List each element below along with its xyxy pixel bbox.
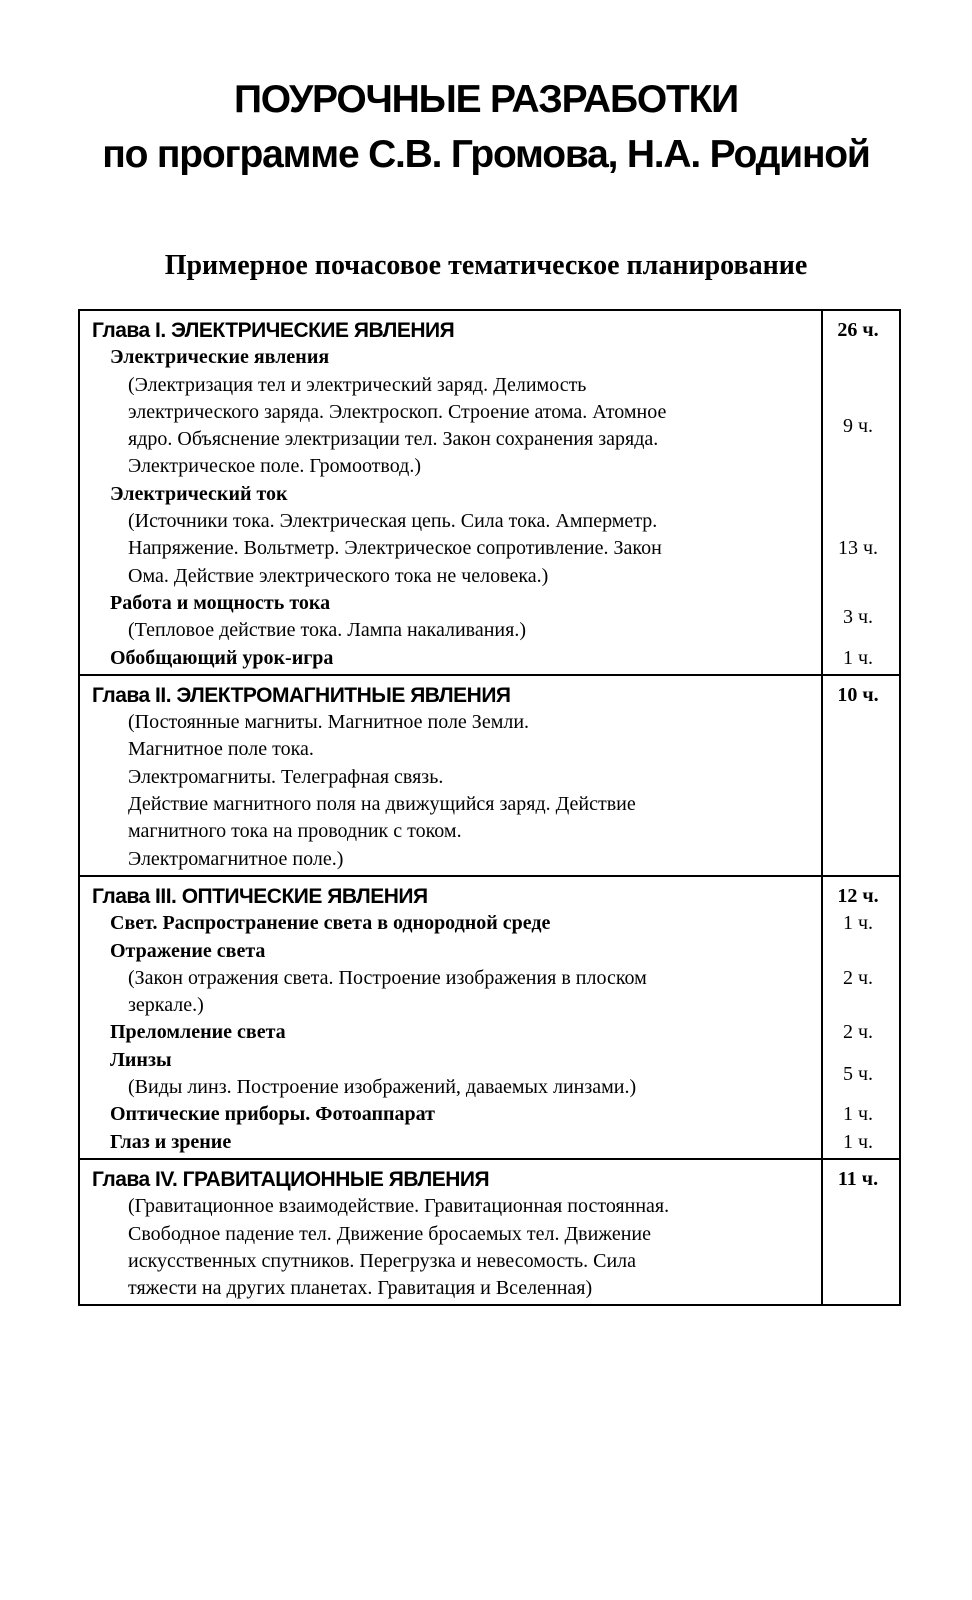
section-title: Линзы (110, 1048, 172, 1071)
section-detail: зеркале.) (128, 994, 204, 1017)
table-caption: Примерное почасовое тематическое планирование (164, 250, 808, 281)
section-detail: (Источники тока. Электрическая цепь. Сила тока. Амперметр. (128, 510, 658, 533)
section-title: Обобщающий урок-игра (110, 646, 334, 669)
section-detail: Электромагниты. Телеграфная связь. (128, 765, 444, 788)
page-title-program: по программе С.В. Громова, Н.А. Родиной (102, 133, 870, 176)
section-detail: Напряжение. Вольтметр. Электрическое сопротивление. Закон (128, 537, 662, 560)
table-row (79, 675, 900, 876)
hours-value: 11 ч. (837, 1167, 879, 1190)
hours-value: 1 ч. (842, 1103, 874, 1126)
hours-value: 1 ч. (842, 1130, 874, 1153)
chapter-title: Глава II. ЭЛЕКТРОМАГНИТНЫЕ ЯВЛЕНИЯ (92, 683, 511, 707)
chapter-title: Глава I. ЭЛЕКТРИЧЕСКИЕ ЯВЛЕНИЯ (92, 319, 455, 342)
section-title: Оптические приборы. Фотоаппарат (110, 1103, 435, 1126)
hours-value: 13 ч. (837, 537, 879, 560)
section-detail: тяжести на других планетах. Гравитация и Вселенная) (128, 1277, 593, 1300)
section-title: Преломление света (110, 1021, 286, 1044)
section-detail: магнитного тока на проводник с током. (128, 820, 462, 843)
chapter-title: Глава III. ОПТИЧЕСКИЕ ЯВЛЕНИЯ (92, 884, 428, 908)
section-title: Электрический ток (110, 482, 288, 505)
hours-value: 9 ч. (842, 414, 874, 437)
section-title: Отражение света (110, 939, 266, 962)
table-row (79, 310, 900, 675)
section-detail: Свободное падение тел. Движение бросаемых тел. Движение (128, 1222, 652, 1245)
table-row (79, 876, 900, 1159)
hours-value: 3 ч. (842, 605, 874, 628)
section-detail: (Гравитационное взаимодействие. Гравитационная постоянная. (128, 1195, 670, 1218)
section-detail: (Закон отражения света. Построение изображения в плоском (128, 966, 647, 989)
section-title: Электрические явления (110, 346, 330, 369)
section-detail: Электрическое поле. Громоотвод.) (128, 455, 421, 478)
chapter-hours (822, 1159, 900, 1305)
chapter-hours (822, 675, 900, 876)
hours-value: 10 ч. (837, 683, 879, 706)
chapter-hours (822, 310, 900, 675)
hours-value: 2 ч. (842, 966, 874, 989)
table-row (79, 1159, 900, 1305)
section-title: Глаз и зрение (110, 1130, 232, 1153)
section-detail: искусственных спутников. Перегрузка и невесомость. Сила (128, 1249, 637, 1272)
hours-value: 1 ч. (842, 646, 874, 669)
section-detail: электрического заряда. Электроскоп. Строение атома. Атомное (128, 400, 667, 423)
hours-value: 2 ч. (842, 1021, 874, 1044)
chapter-hours (822, 876, 900, 1159)
hours-value: 12 ч. (837, 884, 879, 907)
chapter-topics (79, 876, 822, 1159)
section-detail: (Постоянные магниты. Магнитное поле Земли. (128, 711, 530, 734)
section-detail: Магнитное поле тока. (128, 738, 314, 761)
thematic-plan-table (78, 309, 901, 1306)
section-detail: Действие магнитного поля на движущийся заряд. Действие (128, 793, 636, 816)
section-detail: Ома. Действие электрического тока не человека.) (128, 564, 549, 587)
chapter-title: Глава IV. ГРАВИТАЦИОННЫЕ ЯВЛЕНИЯ (92, 1167, 490, 1191)
section-detail: ядро. Объяснение электризации тел. Закон сохранения заряда. (128, 428, 659, 451)
section-detail: (Тепловое действие тока. Лампа накаливания.) (128, 619, 526, 642)
page-title: ПОУРОЧНЫЕ РАЗРАБОТКИ (233, 78, 739, 121)
hours-value: 26 ч. (837, 319, 879, 341)
section-detail: (Виды линз. Построение изображений, даваемых линзами.) (128, 1076, 637, 1099)
section-title: Работа и мощность тока (110, 591, 331, 614)
section-detail: Электромагнитное поле.) (128, 847, 344, 870)
section-title: Свет. Распространение света в однородной среде (110, 912, 551, 935)
chapter-topics (79, 310, 822, 675)
chapter-topics (79, 1159, 822, 1305)
hours-value: 1 ч. (842, 912, 874, 935)
hours-value: 5 ч. (842, 1062, 874, 1085)
section-detail: (Электризация тел и электрический заряд. Делимость (128, 373, 587, 396)
chapter-topics (79, 675, 822, 876)
